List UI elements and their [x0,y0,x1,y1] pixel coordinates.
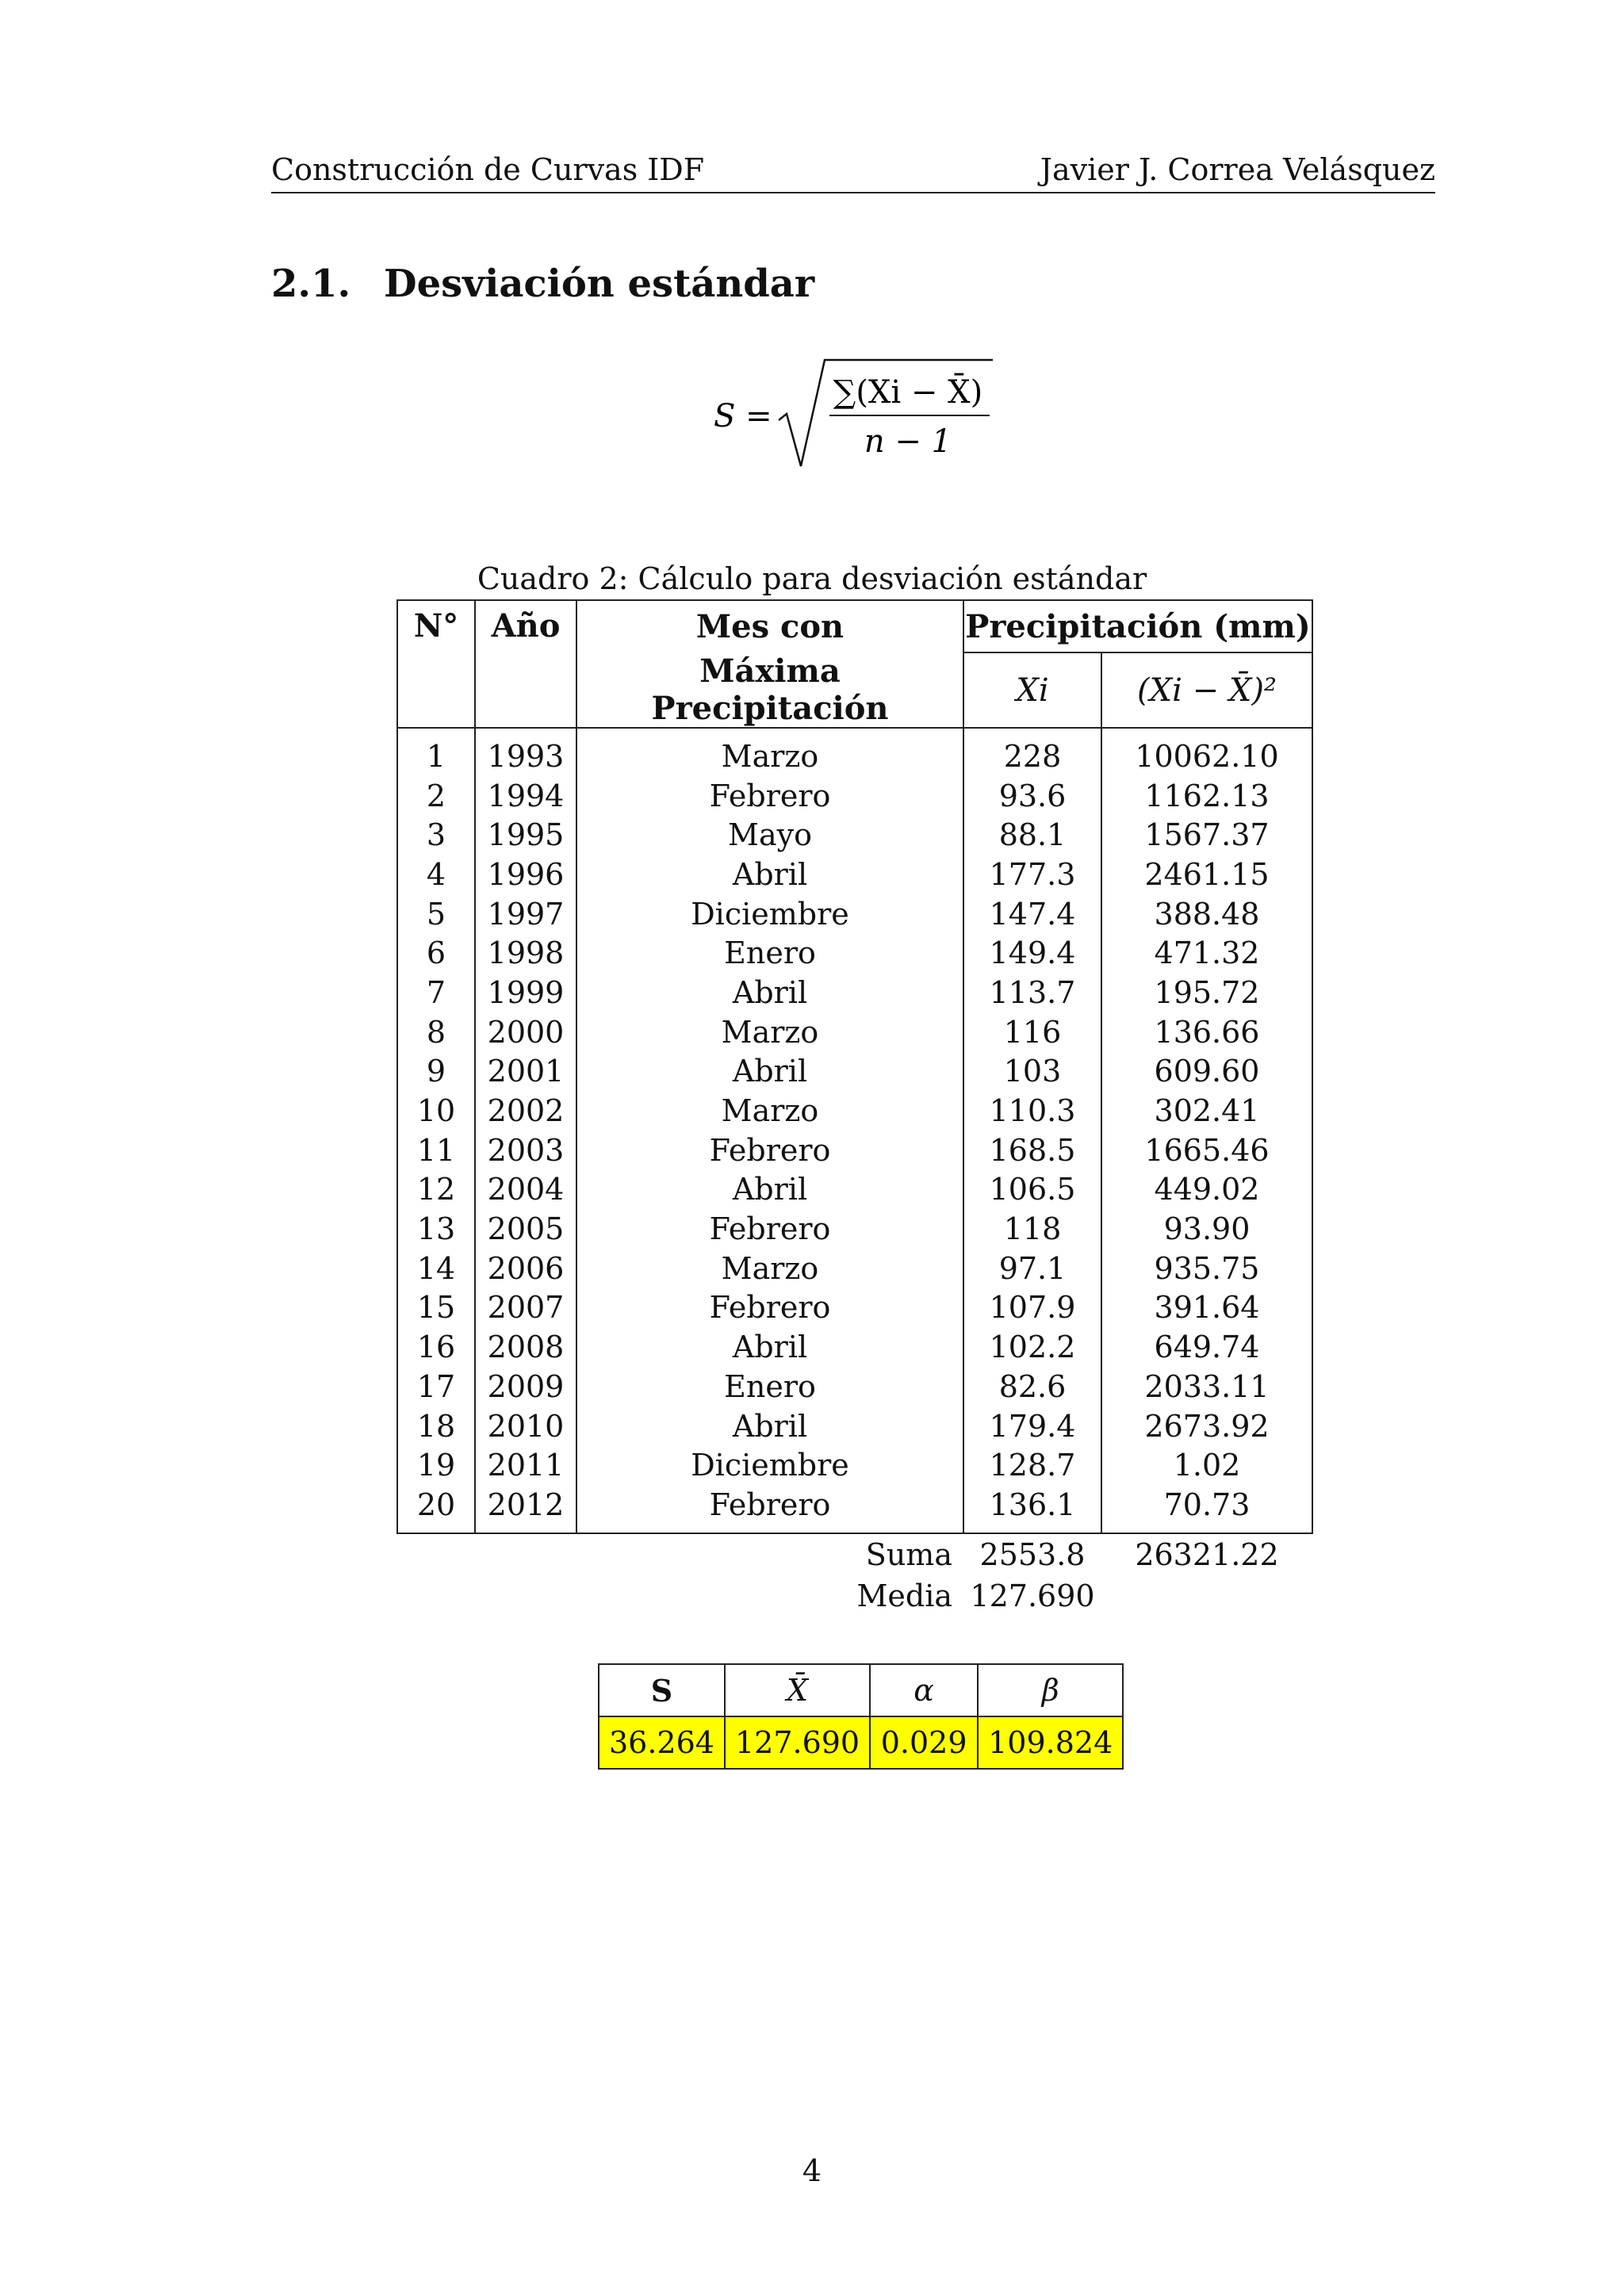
header-precipitation: Precipitación (mm) [963,600,1312,652]
row-year: 2005 [475,1209,576,1249]
row-deviation: 935.75 [1101,1249,1312,1288]
header-month-line1: Mes con [576,600,963,652]
header-year: Año [475,600,576,728]
row-month: Febrero [576,1288,963,1328]
row-precipitation: 118 [963,1209,1101,1249]
section-heading [271,262,814,306]
header-xi: Xi [963,652,1101,728]
row-deviation: 2461.15 [1101,855,1312,894]
row-number: 14 [397,1249,475,1288]
row-precipitation: 149.4 [963,933,1101,973]
row-precipitation: 113.7 [963,973,1101,1012]
row-month: Febrero [576,776,963,816]
row-number: 15 [397,1288,475,1328]
row-year: 1995 [475,815,576,855]
table-row [397,1406,1312,1446]
row-precipitation: 106.5 [963,1170,1101,1210]
row-precipitation: 128.7 [963,1445,1101,1485]
row-month: Abril [576,855,963,894]
summary-table [598,1663,1124,1770]
row-year: 2007 [475,1288,576,1328]
row-precipitation: 102.2 [963,1327,1101,1367]
row-deviation: 2033.11 [1101,1367,1312,1406]
summary-header-alpha: α [870,1664,978,1716]
row-month: Marzo [576,1249,963,1288]
row-precipitation: 82.6 [963,1367,1101,1406]
row-month: Abril [576,1327,963,1367]
row-deviation: 10062.10 [1101,728,1312,776]
formula-svg [714,358,999,469]
table-row [397,776,1312,816]
mean-precipitation: 127.690 [970,1578,1095,1613]
row-deviation: 471.32 [1101,933,1312,973]
row-month: Diciembre [576,1445,963,1485]
row-number: 6 [397,933,475,973]
table-row [397,1249,1312,1288]
row-number: 11 [397,1131,475,1170]
mean-row [397,1575,1312,1617]
row-number: 9 [397,1052,475,1092]
summary-header-s: S [599,1664,725,1716]
header-month-line2: Máxima Precipitación [576,652,963,728]
row-year: 2004 [475,1170,576,1210]
row-precipitation: 93.6 [963,776,1101,816]
row-year: 1993 [475,728,576,776]
row-deviation: 136.66 [1101,1012,1312,1052]
mean-label: Media [856,1578,952,1613]
table-row [397,815,1312,855]
row-number: 1 [397,728,475,776]
row-deviation: 195.72 [1101,973,1312,1012]
row-year: 1996 [475,855,576,894]
summary-value-mean: 127.690 [725,1716,870,1769]
row-number: 2 [397,776,475,816]
sum-deviation: 26321.22 [1135,1536,1279,1572]
row-precipitation: 228 [963,728,1101,776]
table-row [397,1327,1312,1367]
table-row [397,1367,1312,1406]
row-year: 2001 [475,1052,576,1092]
row-deviation: 609.60 [1101,1052,1312,1092]
row-deviation: 302.41 [1101,1091,1312,1131]
row-month: Enero [576,933,963,973]
section-title: Desviación estándar [384,262,815,306]
std-dev-formula [714,358,999,469]
row-year: 2000 [475,1012,576,1052]
formula-lhs: S = [714,398,772,434]
table-row [397,894,1312,934]
row-deviation: 449.02 [1101,1170,1312,1210]
row-month: Abril [576,1052,963,1092]
row-number: 13 [397,1209,475,1249]
table-row [397,1170,1312,1210]
sum-label: Suma [865,1536,952,1572]
row-number: 7 [397,973,475,1012]
sum-precipitation: 2553.8 [979,1536,1086,1572]
table-row [397,1131,1312,1170]
table-caption: Cuadro 2: Cálculo para desviación estándar [477,561,1147,596]
formula-denominator: n − 1 [864,423,952,460]
row-year: 2010 [475,1406,576,1446]
row-precipitation: 97.1 [963,1249,1101,1288]
row-year: 1994 [475,776,576,816]
row-number: 16 [397,1327,475,1367]
row-deviation: 1.02 [1101,1445,1312,1485]
section-number: 2.1. [271,262,351,306]
row-year: 2009 [475,1367,576,1406]
row-number: 5 [397,894,475,934]
row-precipitation: 103 [963,1052,1101,1092]
row-number: 17 [397,1367,475,1406]
row-year: 2002 [475,1091,576,1131]
row-deviation: 649.74 [1101,1327,1312,1367]
row-month: Marzo [576,1091,963,1131]
row-number: 12 [397,1170,475,1210]
running-header [271,152,1435,193]
row-number: 4 [397,855,475,894]
row-deviation: 1162.13 [1101,776,1312,816]
row-month: Mayo [576,815,963,855]
row-precipitation: 177.3 [963,855,1101,894]
row-precipitation: 116 [963,1012,1101,1052]
summary-value-beta: 109.824 [978,1716,1123,1769]
row-precipitation: 168.5 [963,1131,1101,1170]
row-number: 10 [397,1091,475,1131]
row-precipitation: 136.1 [963,1485,1101,1533]
row-year: 2011 [475,1445,576,1485]
table-row [397,1445,1312,1485]
row-month: Abril [576,973,963,1012]
table-row [397,1288,1312,1328]
row-deviation: 2673.92 [1101,1406,1312,1446]
table-row [397,1052,1312,1092]
row-year: 1999 [475,973,576,1012]
header-deviation: (Xi − X̄)² [1101,652,1312,728]
row-deviation: 1567.37 [1101,815,1312,855]
summary-value-s: 36.264 [599,1716,725,1769]
row-precipitation: 107.9 [963,1288,1101,1328]
page-number: 4 [802,2153,822,2188]
row-month: Febrero [576,1485,963,1533]
row-number: 20 [397,1485,475,1533]
row-year: 1997 [475,894,576,934]
table-body [397,728,1312,1617]
row-number: 8 [397,1012,475,1052]
row-month: Febrero [576,1131,963,1170]
row-deviation: 70.73 [1101,1485,1312,1533]
row-precipitation: 110.3 [963,1091,1101,1131]
summary-header-row [599,1664,1123,1716]
row-number: 18 [397,1406,475,1446]
table-row [397,1209,1312,1249]
row-precipitation: 147.4 [963,894,1101,934]
row-precipitation: 88.1 [963,815,1101,855]
row-month: Abril [576,1170,963,1210]
row-precipitation: 179.4 [963,1406,1101,1446]
row-month: Enero [576,1367,963,1406]
row-year: 2012 [475,1485,576,1533]
header-row-1 [397,600,1312,652]
table-row [397,728,1312,776]
row-number: 19 [397,1445,475,1485]
header-number: N° [397,600,475,728]
summary-values-row [599,1716,1123,1769]
row-month: Abril [576,1406,963,1446]
row-year: 1998 [475,933,576,973]
row-month: Marzo [576,728,963,776]
table-row [397,1485,1312,1533]
summary-value-alpha: 0.029 [870,1716,978,1769]
table-row [397,1012,1312,1052]
summary-header-mean: X̄ [725,1664,870,1716]
table-row [397,933,1312,973]
table-row [397,855,1312,894]
row-deviation: 391.64 [1101,1288,1312,1328]
row-deviation: 388.48 [1101,894,1312,934]
header-title: Construcción de Curvas IDF [271,152,705,187]
row-deviation: 93.90 [1101,1209,1312,1249]
row-month: Marzo [576,1012,963,1052]
row-year: 2003 [475,1131,576,1170]
row-month: Febrero [576,1209,963,1249]
table-row [397,973,1312,1012]
sum-row [397,1533,1312,1575]
row-deviation: 1665.46 [1101,1131,1312,1170]
row-number: 3 [397,815,475,855]
summary-header-beta: β [978,1664,1123,1716]
precipitation-table [396,599,1313,1617]
formula-numerator: ∑(Xi − X̄) [833,374,983,411]
table-row [397,1091,1312,1131]
row-year: 2006 [475,1249,576,1288]
header-author: Javier J. Correa Velásquez [1040,152,1435,187]
row-month: Diciembre [576,894,963,934]
row-year: 2008 [475,1327,576,1367]
